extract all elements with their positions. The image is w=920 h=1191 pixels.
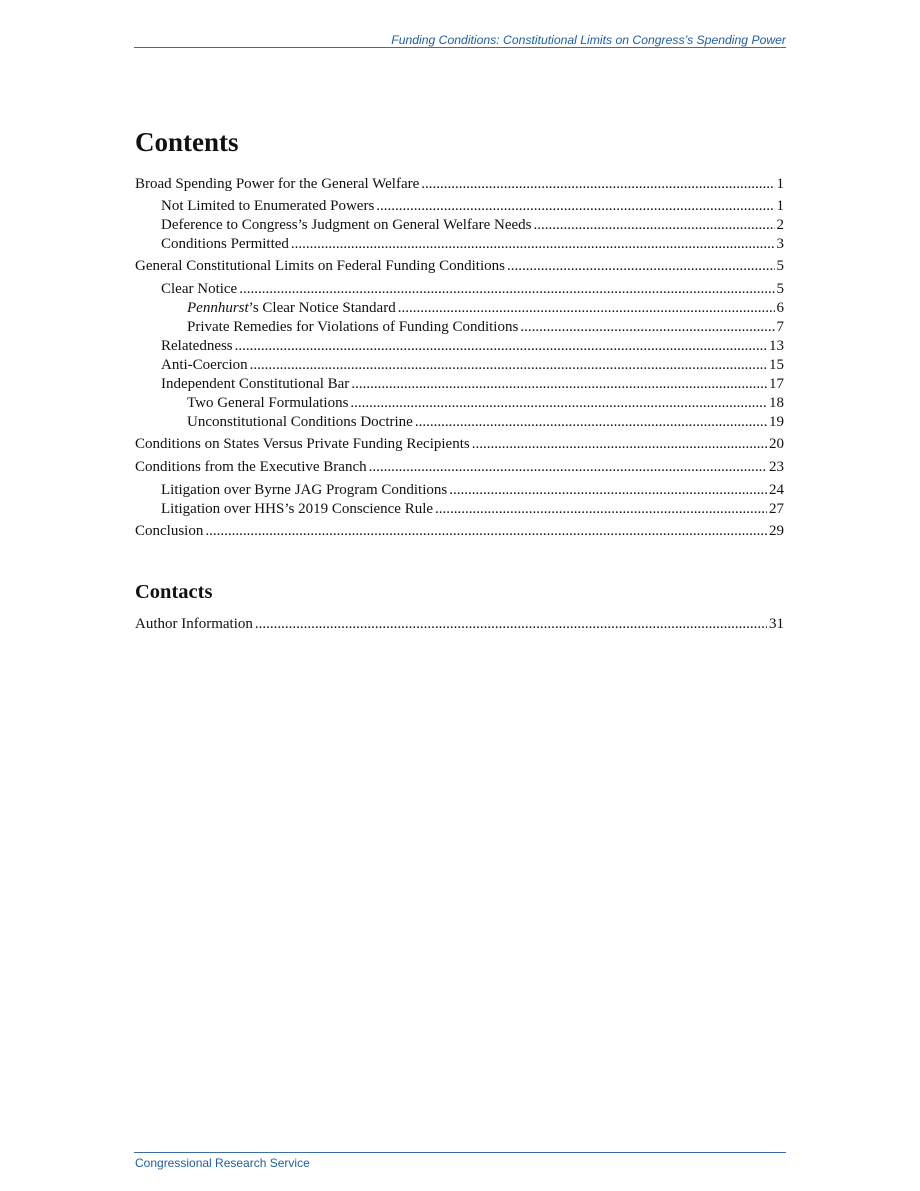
toc-entry-page: 2 xyxy=(776,217,784,233)
toc-entry-title: Conclusion xyxy=(135,523,204,539)
toc-entry-title: Litigation over Byrne JAG Program Conditions xyxy=(161,482,448,498)
toc-entry[interactable] xyxy=(135,615,784,633)
toc-leader-dots xyxy=(255,615,767,633)
toc-entry[interactable] xyxy=(135,175,784,193)
toc-entry-title: Independent Constitutional Bar xyxy=(161,376,350,392)
toc-entry[interactable] xyxy=(135,216,784,234)
toc-entry-page: 5 xyxy=(776,258,784,274)
toc-entry-page: 1 xyxy=(776,198,784,214)
toc-leader-dots xyxy=(205,522,767,540)
toc-entry-title: Not Limited to Enumerated Powers xyxy=(161,198,375,214)
toc-entry-page: 7 xyxy=(776,319,784,335)
toc-entry-page: 27 xyxy=(769,501,784,517)
toc-leader-dots xyxy=(369,458,767,476)
toc-entry-page: 18 xyxy=(769,395,784,411)
toc-leader-dots xyxy=(472,435,767,453)
toc-entry-title: Conditions from the Executive Branch xyxy=(135,459,367,475)
toc-entry[interactable] xyxy=(135,413,784,431)
toc-entry[interactable] xyxy=(135,235,784,253)
toc-entry-title: General Constitutional Limits on Federal Funding Conditions xyxy=(135,258,505,274)
footer-publisher: Congressional Research Service xyxy=(135,1156,310,1170)
toc-leader-dots xyxy=(421,175,774,193)
toc-entry[interactable] xyxy=(135,522,784,540)
toc-leader-dots xyxy=(520,318,774,336)
toc-entry-page: 24 xyxy=(769,482,784,498)
toc-leader-dots xyxy=(376,197,774,215)
toc-entry[interactable] xyxy=(135,435,784,453)
toc-entry-page: 3 xyxy=(776,236,784,252)
toc-leader-dots xyxy=(449,481,767,499)
toc-entry-page: 6 xyxy=(776,300,784,316)
toc-leader-dots xyxy=(250,356,767,374)
toc-entry[interactable] xyxy=(135,375,784,393)
toc-entry-title: Conditions Permitted xyxy=(161,236,289,252)
toc-entry-title: Anti-Coercion xyxy=(161,357,248,373)
toc-entry-title: Private Remedies for Violations of Funding Conditions xyxy=(187,319,519,335)
header-rule xyxy=(134,47,786,48)
toc-entry-title: Two General Formulations xyxy=(187,395,349,411)
toc-leader-dots xyxy=(398,299,775,317)
toc-entry-page: 23 xyxy=(769,459,784,475)
toc-entry[interactable] xyxy=(135,458,784,476)
toc-entry-page: 5 xyxy=(776,281,784,297)
toc-entry-title: Unconstitutional Conditions Doctrine xyxy=(187,414,413,430)
toc-leader-dots xyxy=(435,500,767,518)
toc-leader-dots xyxy=(533,216,774,234)
toc-entry[interactable] xyxy=(135,257,784,275)
toc-leader-dots xyxy=(351,375,767,393)
footer-rule xyxy=(134,1152,786,1153)
toc-entry-title: Litigation over HHS’s 2019 Conscience Rule xyxy=(161,501,434,517)
toc-leader-dots xyxy=(291,235,775,253)
toc-leader-dots xyxy=(350,394,767,412)
toc-leader-dots xyxy=(507,257,775,275)
toc-entry[interactable] xyxy=(135,280,784,298)
toc-leader-dots xyxy=(415,413,767,431)
toc-entry-title: Clear Notice xyxy=(161,281,238,297)
toc-entry[interactable] xyxy=(135,197,784,215)
toc-entry-page: 15 xyxy=(769,357,784,373)
contents-heading: Contents xyxy=(135,127,239,157)
case-name: Pennhurst xyxy=(187,300,249,316)
toc-entry-title: Deference to Congress’s Judgment on General Welfare Needs xyxy=(161,217,532,233)
toc-entry-page: 19 xyxy=(769,414,784,430)
toc-entry[interactable] xyxy=(135,337,784,355)
toc-entry[interactable] xyxy=(135,318,784,336)
toc-entry-title: Pennhurst’s Clear Notice Standard xyxy=(187,300,396,316)
contacts-heading: Contacts xyxy=(135,581,213,603)
toc-entry-title: Broad Spending Power for the General Welfare xyxy=(135,176,420,192)
toc-entry-title: Conditions on States Versus Private Funding Recipients xyxy=(135,436,470,452)
toc-entry[interactable] xyxy=(135,394,784,412)
toc-entry-page: 20 xyxy=(769,436,784,452)
toc-entry[interactable] xyxy=(135,481,784,499)
toc-entry-page: 31 xyxy=(769,616,784,632)
toc-entry-page: 13 xyxy=(769,338,784,354)
toc-entry[interactable] xyxy=(135,500,784,518)
running-header: Funding Conditions: Constitutional Limits on Congress’s Spending Power xyxy=(391,33,786,47)
toc-leader-dots xyxy=(239,280,774,298)
toc-entry-page: 1 xyxy=(776,176,784,192)
toc-entry-page: 17 xyxy=(769,376,784,392)
toc-entry[interactable] xyxy=(135,356,784,374)
toc-entry-title: Author Information xyxy=(135,616,253,632)
toc-leader-dots xyxy=(235,337,767,355)
toc-entry-page: 29 xyxy=(769,523,784,539)
toc-entry-title: Relatedness xyxy=(161,338,233,354)
toc-entry[interactable] xyxy=(135,299,784,317)
